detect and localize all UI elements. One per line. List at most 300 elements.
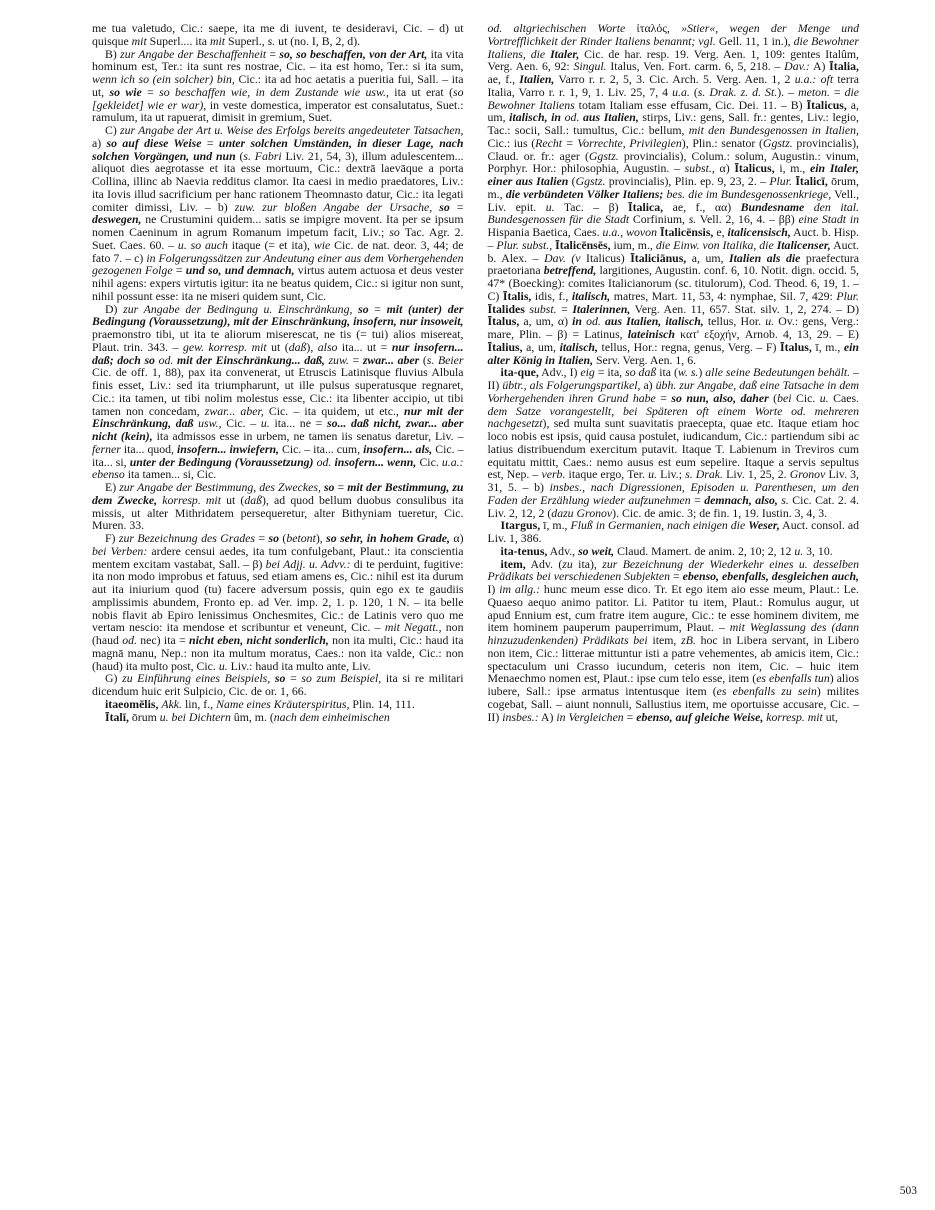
text-segment: ( (689, 84, 698, 99)
text-segment: ae, f., αα) (663, 199, 741, 214)
text-segment: zur Bezeichnung der Wiederkehr eines u. desselben Prädikats bei verschiedenen Subjekten (487, 556, 859, 584)
text-segment: Cic. de off. 1, 88), pax ita convenerat, ut Etruscis Latinisque fluvius Albula finis esset, Liv.: sed ita triumpharunt, ut ille pulsus superatusque regnaret, Cic.: ita tamen, ut tibi nolim molestus esse, Cic.: ita libenter accipio, ut tibi tamen non concedam, (92, 365, 464, 418)
text-segment: ita-que, (500, 365, 539, 380)
text-segment: Ītalicus, (734, 161, 775, 176)
text-segment: Plur. (836, 288, 860, 303)
text-segment: zur Angabe der Beschaffenheit (120, 46, 267, 61)
text-segment: italicensisch, (727, 225, 791, 239)
text-segment: Liv. 1, 25, 2. (722, 467, 790, 482)
text-segment: ein Italer, einer aus Italien (487, 161, 859, 188)
text-segment: nec) ita = (136, 633, 190, 647)
text-segment: ferner (92, 441, 121, 456)
text-segment: ita-tenus, (500, 543, 548, 558)
text-segment: = (285, 671, 302, 686)
text-segment: ( (235, 148, 244, 163)
text-segment: betreffend, (543, 263, 597, 278)
text-segment: Italer, (550, 46, 580, 61)
text-segment: ), (315, 531, 327, 545)
text-segment: italisch, in (509, 110, 561, 125)
entry-item (488, 558, 860, 724)
text-segment: korresp. mit (766, 709, 823, 724)
text-segment: = (368, 301, 387, 316)
text-segment: italisch, (559, 339, 598, 354)
text-segment: ita si re militari dicendum huic erit Sulpicio, Cic. de or. 1, 66. (92, 671, 464, 698)
text-segment: Hispania Baetica, Caes. (487, 225, 603, 239)
text-segment: Italerinnen, (572, 301, 631, 316)
text-segment: u.a. (672, 84, 690, 99)
text-segment: die Einw. von Italika, die (655, 237, 774, 252)
text-segment: dazu Gronov (551, 505, 613, 520)
text-segment: Ītalicī, (795, 174, 828, 188)
text-segment: itaque ergo, Ter. (565, 467, 649, 482)
text-segment: = (348, 352, 363, 367)
text-segment: hoc in Libera servant, in Libero non item, Cic.: litterae mittuntur isti a patre vehementes, ab amicis item, Cic.: spectaculum uni Crasso iucundum, ceteris non item, Cic. – huic item Menaechmo nomen est, Plaut.: ipse cum telo esse, item ( (487, 633, 859, 686)
text-segment: Adv. ( (525, 556, 563, 571)
text-segment: Auct. consol. ad Liv. 1, 386. (487, 518, 859, 545)
text-segment: largitiones, Augustin. conf. 6, 10. Notit. dign. occid. 5, 47* (Boecking): comites Italicianorum (sc. titulorum), Cod. Theod. 6, 19, 1. – C) (487, 263, 859, 303)
text-segment: κατ' εξοχήν, Arnob. 4, 13, 29. – E) (674, 327, 859, 341)
entry-ita-continuation (92, 22, 464, 48)
text-segment: ), Plin.: senator ( (681, 135, 763, 150)
text-segment: Varro r. r. 2, 5, 3. Cic. Arch. 5. Verg. Aen. 1, 2 (554, 72, 795, 86)
text-segment: = (172, 263, 186, 278)
text-segment: mit (131, 33, 147, 48)
text-segment: wie (313, 237, 331, 252)
text-segment: ( (279, 531, 287, 545)
text-segment: Ggstz. (762, 135, 793, 150)
text-segment: = (829, 84, 845, 99)
text-segment: korresp. mit (162, 492, 221, 507)
entry-ita-F (92, 532, 464, 672)
text-segment: subst., (684, 161, 715, 176)
text-segment: ae, f., (487, 72, 520, 86)
text-segment: Vell., Liv. epit. (487, 186, 860, 214)
text-segment: so (274, 671, 286, 686)
text-segment: Ītalius, (487, 339, 523, 354)
text-segment: D) (105, 301, 124, 316)
text-segment: F) (105, 531, 119, 545)
text-segment: Cic. – ita... si, (92, 441, 464, 469)
text-segment: Auct. b. Alex. – (487, 237, 859, 265)
text-segment: = (623, 709, 637, 724)
text-segment: s. (688, 212, 697, 227)
text-segment: lateinisch (627, 327, 675, 341)
text-segment: u. (545, 199, 555, 214)
entry-ita-B (92, 48, 464, 125)
text-segment: Dav. (v (544, 250, 581, 265)
text-segment: Weser, (748, 518, 780, 533)
text-segment: ebenso, ebenfalls, desgleichen auch, (682, 569, 859, 584)
text-segment: Italicenser, (776, 237, 831, 252)
entry-ita-C (92, 124, 464, 303)
text-segment: deswegen, (92, 212, 142, 227)
text-segment: Adv., I) (538, 365, 581, 380)
text-segment: itaeomēlis, (105, 696, 159, 711)
text-segment: = (141, 84, 160, 99)
text-segment: u. (260, 416, 270, 431)
text-segment: od. (316, 454, 332, 469)
text-segment: ) (698, 365, 706, 380)
text-segment: unter solchen Umständen, in dieser Lage, nach solchen Vorgängen, und nun (92, 135, 464, 163)
text-segment: a) (640, 378, 656, 392)
text-segment: wegen der Menge und Vortrefflichkeit der Rinder Italiens benannt; vgl. (487, 21, 859, 48)
text-segment: Cic. – ita... cum, (278, 441, 364, 456)
text-segment: oft (820, 72, 834, 86)
text-segment: Italus, Ven. Fort. carm. 6, 5, 218. – (606, 59, 785, 74)
text-segment: u. (218, 658, 228, 673)
entry-ita-G (92, 672, 464, 698)
text-segment: ita... ne = (269, 416, 328, 431)
text-segment: zur Angabe der Bedingung u. Einschränkung, (123, 301, 353, 316)
text-segment: Superl., (225, 33, 268, 48)
text-segment: eine Stadt in (798, 212, 859, 227)
text-segment: = (449, 199, 464, 214)
text-segment: non (haud (92, 620, 464, 647)
text-segment: so... daß nicht, zwar... aber nicht (kein), (92, 416, 464, 443)
text-segment: ἰταλός, (625, 21, 682, 35)
text-segment: ōrum, m., (487, 174, 859, 201)
text-segment: Cic. (416, 454, 442, 469)
text-segment: Ītalica, (628, 199, 664, 214)
text-segment: totam Italiam esse effusam, Cic. Dei. 11. – B) (574, 97, 807, 112)
text-segment: Caes. (828, 390, 859, 405)
text-segment: übh. zur Angabe, daß eine Tatsache in dem Vorhergehenden ihren Grund habe (487, 378, 859, 405)
text-segment: gew. korresp. mit (182, 339, 267, 354)
text-segment: Ītaliciānus, (630, 250, 687, 265)
text-segment: ). Cic. de amic. 3; de fin. 1, 19. Iustin. 3, 4, 3. (612, 505, 828, 520)
entry-itaque (488, 366, 860, 519)
text-segment: a, um, (686, 250, 730, 265)
text-segment: wenn ich so (ein solcher) bin, (92, 72, 235, 86)
text-segment: Auct. b. Hisp. – (487, 225, 859, 252)
text-segment: insofern... als, (363, 441, 433, 456)
text-segment: Cic.: ita ad hoc aetatis a pueritia fui, Sall. – ita ut, (92, 72, 464, 99)
text-segment: α) (714, 161, 735, 176)
text-segment: od. (586, 314, 601, 329)
text-segment: meton. (798, 84, 830, 99)
text-segment: matres, Mart. 11, 53, 4: nymphae, Sil. 7, 429: (610, 288, 837, 303)
text-segment: insbes., nach Digressionen, Episoden u. Parenthesen, um den Faden der Erzählung wieder aufzunehmen (487, 480, 859, 507)
text-segment: Name eines Kräuterspiritus, (216, 696, 350, 711)
text-segment: di te perduint, fugitive: ita non modo improbus et fatuus, sed etiam amens es, Cic.: nihil est ita durum aut ita iniurium quod (tu) facere adversum possis, quin ego ex te gaudiis amplissimis abundem, Fronto ep. ad Ver. imp. 2, 1. p. 120, 1 N. – ita belle nobis flavit ab Epiro lenissimus Onchesmites, Cic.: de Latinis vero quo me vertam nescio: ita mendose et scribuntur et veneunt, Cic. – (92, 556, 464, 635)
text-segment: = (334, 480, 348, 494)
text-segment: terra Italia, Varro r. r. 1, 9, 1. Liv. 25, 7, 4 (487, 72, 859, 99)
text-segment: u. (765, 314, 775, 329)
text-segment: alle seine Bedeutungen behält. (705, 365, 851, 380)
text-segment: ōrum (128, 709, 160, 724)
text-segment: Cic.: ius ( (487, 135, 536, 150)
text-segment: ita admissos esse in urbem, ne tamen iis senatus daretur, Liv. – (152, 429, 464, 443)
text-segment: zur Angabe der Art u. Weise des Erfolgs bereits angedeuteter Tatsachen, (120, 123, 464, 137)
text-segment: betont (286, 531, 316, 545)
text-segment: so (358, 301, 369, 316)
text-segment: Ggstz. (588, 148, 619, 163)
text-segment: Singul. (573, 59, 607, 74)
page-number: 503 (899, 1185, 917, 1197)
text-segment: = (556, 301, 573, 316)
text-segment: Vell. 2, 16, 4. – ββ) (696, 212, 799, 227)
text-segment: = (690, 492, 705, 507)
text-segment: in Folgerungssätzen zur Andeutung einer aus dem Vorhergehenden gezogenen Folge (92, 250, 464, 278)
text-segment: Tac. Agr. 2. Suet. Caes. 60. – (92, 225, 464, 252)
text-segment: Liv. 21, 54, 3), illum adulescentem... aliquot dies aegrotasse et ita esse mortuum, Cic.: dextrā laevāque a porta Collina, illinc ab Naevia redditus clamor. Ita caesi in medio praedatores, Liv.: ita Iovis illud sacrificium per hanc rationem Theomnasto datur, Cic.: ita legati comiter dimissi, Liv. – b) (92, 148, 464, 214)
text-segment: bei Adjj. u. Advv.: (265, 556, 351, 571)
text-segment: ita), (572, 556, 603, 571)
entry-itali (92, 711, 464, 724)
text-segment: Gell. 11, 1 in.), (715, 33, 794, 48)
text-segment: mit der Einschränkung... daß, (176, 352, 325, 367)
text-segment: Liv.: haud ita multo ante, Liv. (227, 658, 371, 673)
text-segment: zB. (681, 633, 696, 647)
text-segment: provincialis), Plin. ep. 9, 23, 2. – (605, 174, 770, 188)
text-segment: zwar... aber, (204, 403, 264, 418)
text-segment: Cic. – (221, 416, 261, 431)
text-segment: ne Crustumini quidem... satis se impigre movent. Ita per se ipsum nomen Caeninum in agrum Romanum impetum facit, Liv.; (92, 212, 464, 239)
text-segment: Dav.: (784, 59, 810, 74)
text-segment: so (268, 531, 279, 545)
text-segment: Serv. Verg. Aen. 1, 6. (593, 352, 697, 367)
text-segment: item, (500, 556, 526, 571)
text-segment: Superl.... ita (146, 33, 210, 48)
text-segment: = (655, 390, 672, 405)
text-segment: tellus, Hor. (703, 314, 766, 329)
text-segment: ), ad quod bellum duobus consulibus ita missis, ut alter Mithridatem persequeretur, alter Bithyniam tueretur, Cic. Muren. 33. (92, 492, 464, 533)
text-segment: ( (768, 390, 778, 405)
text-segment: ( (568, 174, 576, 188)
text-segment: me tua valetudo, Cic.: saepe, ita me di iuvent, te desideravi, Cic. – d) ut quisque (92, 21, 464, 48)
text-segment: ita tamen... si, Cic. (124, 467, 217, 482)
text-segment: a, um, (487, 97, 859, 125)
text-segment: provincialis), Claud. or. fr.: ager ( (487, 135, 859, 163)
text-segment: Ītalī, (105, 709, 129, 724)
text-segment: unter der Bedingung (Voraussetzung) (129, 454, 314, 469)
text-segment: s. Beier (426, 352, 464, 367)
text-segment: ) milites cogebat, Sall. – aiunt nonnuli, Sallustius item, me oportuisse accusare, Cic. – II) (487, 684, 859, 724)
text-segment: w. s. (677, 365, 699, 380)
text-segment: Itargus, (500, 518, 541, 533)
text-segment: ut ( (266, 339, 289, 354)
text-segment: so (323, 480, 335, 494)
text-segment: ī, m., (811, 339, 844, 354)
text-segment: dem Satze vorangestellt, bei Späteren oft einem Worte od. mehreren nachgesetzt (487, 403, 859, 431)
text-segment: Adv., (547, 543, 579, 558)
text-segment: ein alter König in Italien, (487, 339, 859, 367)
entry-ita-E (92, 481, 464, 532)
text-segment: zuw. zur bloßen Angabe der Ursache, (234, 199, 433, 214)
text-segment: B) (105, 46, 121, 61)
text-segment: s. Fabri (243, 148, 282, 163)
text-segment: nicht eben, nicht sonderlich, (189, 633, 329, 647)
text-segment: tellus, Hor.: regna, genus, Verg. – F) (597, 339, 781, 354)
text-segment: den ital. Bundesgenossen für die Stadt (487, 199, 860, 227)
text-segment: mit der Bestimmung, zu dem Zwecke, (92, 480, 464, 507)
text-segment: zur Angabe der Bestimmung, des Zweckes, (119, 480, 321, 494)
text-segment: Italicus) (580, 250, 631, 265)
text-segment: Liv.; (656, 467, 686, 482)
text-segment: ûm, m. ( (230, 709, 274, 724)
text-segment: eig (580, 365, 595, 380)
text-segment: praemonstro tibi, ut ita te aliorum miserescat, ne tis (= tui) alios misereat, Plaut. trin. 343. – (92, 327, 464, 354)
text-segment: so nun, also, daher (671, 390, 769, 405)
text-segment: mit Negatt., (384, 620, 442, 635)
text-segment: Ītalicus, (806, 97, 847, 112)
text-segment: = (201, 135, 219, 150)
text-segment: od. (564, 110, 580, 125)
text-segment: u. (819, 390, 829, 405)
text-column-left (92, 22, 464, 723)
text-segment: ( (419, 352, 427, 367)
text-column-right (488, 22, 860, 723)
text-segment: = ita, (594, 365, 626, 380)
text-segment: od. (122, 633, 137, 647)
text-segment: u.a., wovon (602, 225, 657, 239)
text-segment: Liv. 3, 31, 5. – b) (487, 467, 860, 494)
text-segment: Gronov (789, 467, 826, 482)
text-segment: so beschaffen wie, in dem Zustande wie usw., (159, 84, 389, 99)
text-segment: Plur. (769, 174, 792, 188)
text-segment: G) (105, 671, 123, 686)
text-segment: Ītalicēnsis, (659, 225, 714, 239)
text-segment: insbes.: (502, 709, 539, 724)
text-segment: Bundesname (740, 199, 805, 214)
text-segment: od. (158, 352, 174, 367)
text-segment: so auf diese Weise (106, 135, 202, 150)
text-segment: Cic. Cat. 2. 4. Liv. 2, 12, 2 ( (487, 492, 859, 520)
text-segment: nach dem einheimischen (273, 709, 390, 724)
text-segment: ut (no. I, B, 2, d). (275, 33, 361, 48)
text-segment: zu Einführung eines Beispiels, (122, 671, 271, 686)
text-segment: so, so beschaffen, von der Art, (279, 46, 428, 61)
text-segment: so (439, 199, 450, 214)
text-segment: Cic. de nat. deor. 3, 44; de fato 7. – c) (92, 237, 464, 265)
text-segment: zu (562, 556, 573, 571)
text-segment: Cic. de har. resp. 19. Verg. Aen. 1, 109: gentes Italûm, Verg. Aen. 6, 92: (487, 46, 859, 74)
text-segment: ). – (777, 84, 799, 99)
text-segment: Italien als die (729, 250, 801, 265)
text-segment: ī, m., (540, 518, 571, 533)
text-segment: A) (538, 709, 557, 724)
text-segment: I) (487, 582, 500, 596)
text-segment: usw., (198, 416, 222, 431)
text-segment: ita vita hominum est, Ter.: ita sunt res nostrae, Cic. – ita est homo, Ter.: si ita sum, (92, 46, 464, 74)
text-segment: ), (306, 339, 318, 354)
text-segment: übtr., als Folgerungspartikel, (502, 378, 641, 392)
text-segment: 3, 10. (803, 543, 833, 558)
text-segment: Corfinium, (629, 212, 689, 227)
text-segment: u. (794, 543, 804, 558)
text-segment: so [gekleidet] wie er war), (92, 84, 464, 112)
text-segment: so sehr, in hohem Grade, (326, 531, 450, 545)
text-segment: daß (244, 492, 263, 507)
text-segment: verb. (541, 467, 566, 482)
text-segment: itaque (= et ita), (227, 237, 314, 252)
text-segment: Plur. subst., (496, 237, 553, 252)
text-segment: es ebenfalls zu sein (716, 684, 817, 698)
text-segment: Fluß in Germanien, nach einigen die (570, 518, 746, 533)
text-segment: A) (809, 59, 830, 74)
text-segment: so wie (109, 84, 142, 99)
text-segment: u.a.: (441, 454, 464, 469)
text-segment: Akk. (161, 696, 182, 711)
text-segment: Cic. (791, 390, 820, 405)
text-segment: Ītalides (487, 301, 525, 316)
text-segment: E) (105, 480, 120, 494)
text-segment: = (266, 46, 280, 61)
text-segment: in Vergleichen (556, 709, 624, 724)
text-segment: zwar... aber (362, 352, 420, 367)
text-segment: insofern... inwiefern, (177, 441, 279, 456)
text-segment: ebenso, auf gleiche Weise, (636, 709, 764, 724)
text-segment: i, m., (774, 161, 811, 176)
text-segment: die verbündeten Völker Italiens; (505, 186, 664, 201)
text-segment: C) (105, 123, 120, 137)
text-segment: s. Drak. z. d. St. (697, 84, 778, 99)
text-segment: Tac. – β) (554, 199, 629, 214)
text-segment: idis, f., (531, 288, 572, 303)
text-segment: aus Italien, italisch, (605, 314, 704, 329)
text-segment: ita ut erat ( (388, 84, 453, 99)
text-segment: u. so auch (177, 237, 228, 252)
text-segment: provincialis), Colum.: solum, Augustin.: vinum, Porphyr. Hor.: philosophia, Augustin. – (487, 148, 859, 176)
text-segment: Ggstz. (575, 174, 606, 188)
text-segment: es ebenfalls tun (756, 671, 830, 686)
text-segment: Cic. – ita quidem, ut etc., (263, 403, 405, 418)
text-segment: e, (713, 225, 728, 239)
text-segment: ita... ut = (337, 339, 392, 354)
text-segment: bei (777, 390, 792, 405)
text-segment: praefectura praetoriana (487, 250, 859, 278)
text-segment: so zum Beispiel, (301, 671, 382, 686)
text-segment: insofern... wenn, (334, 454, 417, 469)
text-segment: »Stier«, (681, 21, 719, 35)
text-segment: ardere censui aedes, ita tum confulgebant, Plaut.: ita conscientia mentem excitam vastabat, Sall. – β) (92, 543, 464, 571)
text-segment: nur insofern... daß; doch so (92, 339, 464, 367)
text-segment: ebenso (92, 467, 125, 482)
text-segment: ) alios iubere, Sall.: ipse armatus intentusque item ( (487, 671, 859, 698)
text-segment: a, um, α) (519, 314, 573, 329)
text-segment: lin, f., (182, 696, 217, 711)
text-segment: Ītalis, (502, 288, 532, 303)
text-segment: bei Verben: (92, 543, 148, 558)
text-segment: nur mit der Einschränkung, daß (92, 403, 464, 431)
text-segment: subst. (529, 301, 557, 316)
text-segment: = (255, 531, 269, 545)
text-segment: a) (92, 135, 107, 150)
text-segment: a, um, (522, 339, 560, 354)
text-segment: zur Bezeichnung des Grades (118, 531, 255, 545)
text-segment: Ītalia, (829, 59, 859, 74)
text-segment: aus Italien, (583, 110, 639, 125)
entry-itali-continuation (488, 22, 860, 366)
text-segment: die Bewohner Italiens, die (487, 33, 859, 61)
text-segment: = (670, 569, 683, 584)
text-block (92, 22, 859, 723)
text-segment: s. Drak. (685, 467, 723, 482)
text-segment: – II) (487, 365, 859, 392)
text-segment: u. (648, 467, 657, 482)
text-segment: und so, und demnach, (185, 263, 295, 278)
text-segment: mit (unter) der Bedingung (Voraussetzung), mit der Einschränkung, insofern, nur insoweit, (92, 301, 464, 329)
text-segment: mit den Bundesgenossen in Italien, (688, 123, 859, 137)
text-segment: ita ( (656, 365, 678, 380)
text-segment: ita... quod, (120, 441, 177, 456)
text-segment: Ītalicēnsēs, (555, 237, 611, 252)
text-segment: in (572, 314, 582, 329)
text-segment: im allg.: (499, 582, 541, 596)
text-segment: demnach, also, (704, 492, 778, 507)
text-segment: Plin. 14, 111. (349, 696, 415, 711)
entry-ita-D (92, 303, 464, 482)
